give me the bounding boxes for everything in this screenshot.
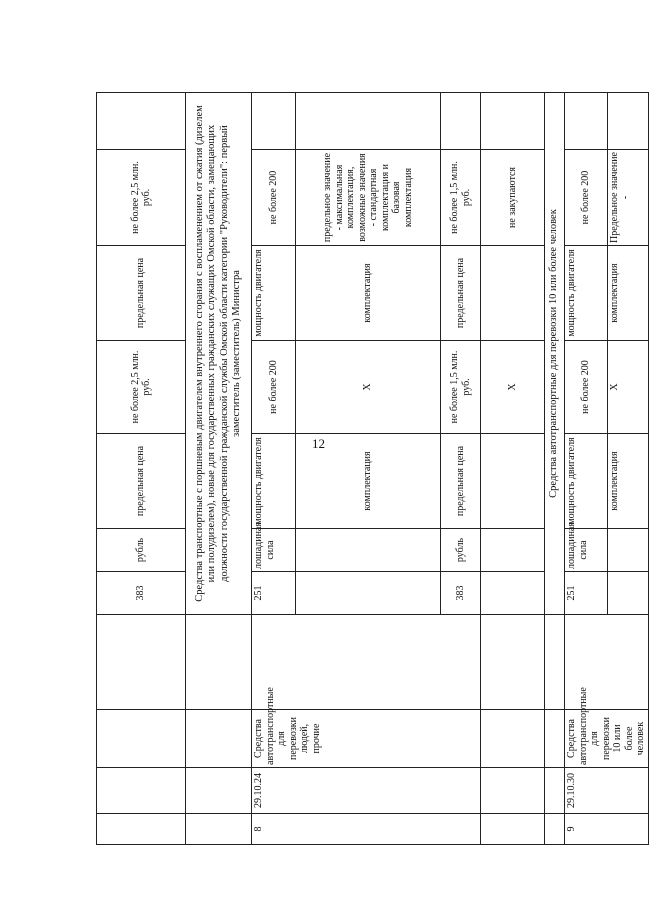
power-unit-code: 251 [252, 572, 296, 615]
cell [296, 93, 441, 150]
cell [545, 768, 565, 814]
config-value: предельное значение - максимальная комплектация, возможные значения - стандартная комплектация и базовая комплектация [296, 150, 441, 246]
okpd-code: 29.10.24 [252, 768, 481, 814]
cell [481, 814, 545, 845]
price-unit-code: 383 [97, 572, 186, 615]
price-unit-name: рубль [441, 529, 481, 572]
power-value: не более 200 [252, 150, 296, 246]
table-row [186, 93, 252, 845]
cell [97, 710, 186, 768]
cell [97, 814, 186, 845]
power-label: мощность двигателя [252, 246, 296, 341]
cell [481, 615, 545, 710]
config-value: Предельное значение - [607, 150, 648, 246]
cell [481, 529, 545, 572]
cell [607, 572, 648, 615]
row-number: 8 [252, 814, 481, 845]
cell [481, 710, 545, 768]
config-label: комплектация [607, 246, 648, 341]
power-unit-name: лошадиная сила [565, 529, 608, 572]
price-value: не более 1,5 млн. руб. [441, 150, 481, 246]
cell [186, 615, 252, 710]
cell [481, 434, 545, 529]
power-unit-name: лошадиная сила [252, 529, 296, 572]
config-label: комплектация [607, 434, 648, 529]
power-value: не более 200 [565, 150, 608, 246]
cell [545, 710, 565, 768]
price-value: не более 2,5 млн. руб. [97, 150, 186, 246]
price-unit-name: рубль [97, 529, 186, 572]
table-row [481, 93, 545, 845]
cell [186, 814, 252, 845]
table-row [97, 93, 186, 845]
rotated-table-wrapper [96, 92, 646, 845]
cell [296, 572, 441, 615]
table-row [565, 93, 608, 845]
extra-value: Х [481, 341, 545, 434]
price-label: предельная цена [97, 246, 186, 341]
cell [545, 615, 565, 710]
cell [545, 814, 565, 845]
cell [481, 768, 545, 814]
power-value: не более 200 [565, 341, 608, 434]
config-value: Х [296, 341, 441, 434]
config-value: Х [607, 341, 648, 434]
cell [607, 93, 648, 150]
power-unit-code: 251 [565, 572, 608, 615]
config-label: комплектация [296, 246, 441, 341]
power-value: не более 200 [252, 341, 296, 434]
cell [441, 93, 481, 150]
cell [97, 93, 186, 150]
cell [186, 710, 252, 768]
category-header: Средства транспортные с поршневым двигателем внутреннего сгорания с воспламенением от сжатия (дизелем или полудизелем), новые для государственных гражданских служащих Омской области, замещающих должности государственной гражданской службы Омской области категории "Руководители": первый заместитель (заместитель) Министра [186, 93, 252, 615]
power-label: мощность двигателя [565, 434, 608, 529]
price-unit-code: 383 [441, 572, 481, 615]
price-value: не более 1,5 млн. руб. [441, 341, 481, 434]
price-value: не более 2,5 млн. руб. [97, 341, 186, 434]
cell [481, 93, 545, 150]
okpd-code: 29.10.30 [565, 768, 649, 814]
page-number: 12 [312, 436, 325, 451]
cell [296, 529, 441, 572]
cell [97, 768, 186, 814]
config-label: комплектация [296, 434, 441, 529]
section-header: Средства автотранспортные для перевозки 10 или более человек [545, 93, 565, 615]
power-label: мощность двигателя [565, 246, 608, 341]
row-number: 9 [565, 814, 649, 845]
table-row [545, 93, 565, 845]
cell [252, 615, 481, 710]
price-label: предельная цена [441, 434, 481, 529]
extra-value: не закупаются [481, 150, 545, 246]
power-label: мощность двигателя [252, 434, 296, 529]
cell [565, 93, 608, 150]
cell [186, 768, 252, 814]
cell [481, 246, 545, 341]
cell [252, 93, 296, 150]
table-row [252, 93, 296, 845]
item-name: Средства автотранспортные для перевозки людей, прочие [252, 710, 481, 768]
price-label: предельная цена [441, 246, 481, 341]
cell [97, 615, 186, 710]
cell [481, 572, 545, 615]
requirements-table [96, 92, 649, 845]
price-label: предельная цена [97, 434, 186, 529]
cell [607, 529, 648, 572]
item-name: Средства автотранспортные для перевозки 10 или более человек [565, 710, 649, 768]
